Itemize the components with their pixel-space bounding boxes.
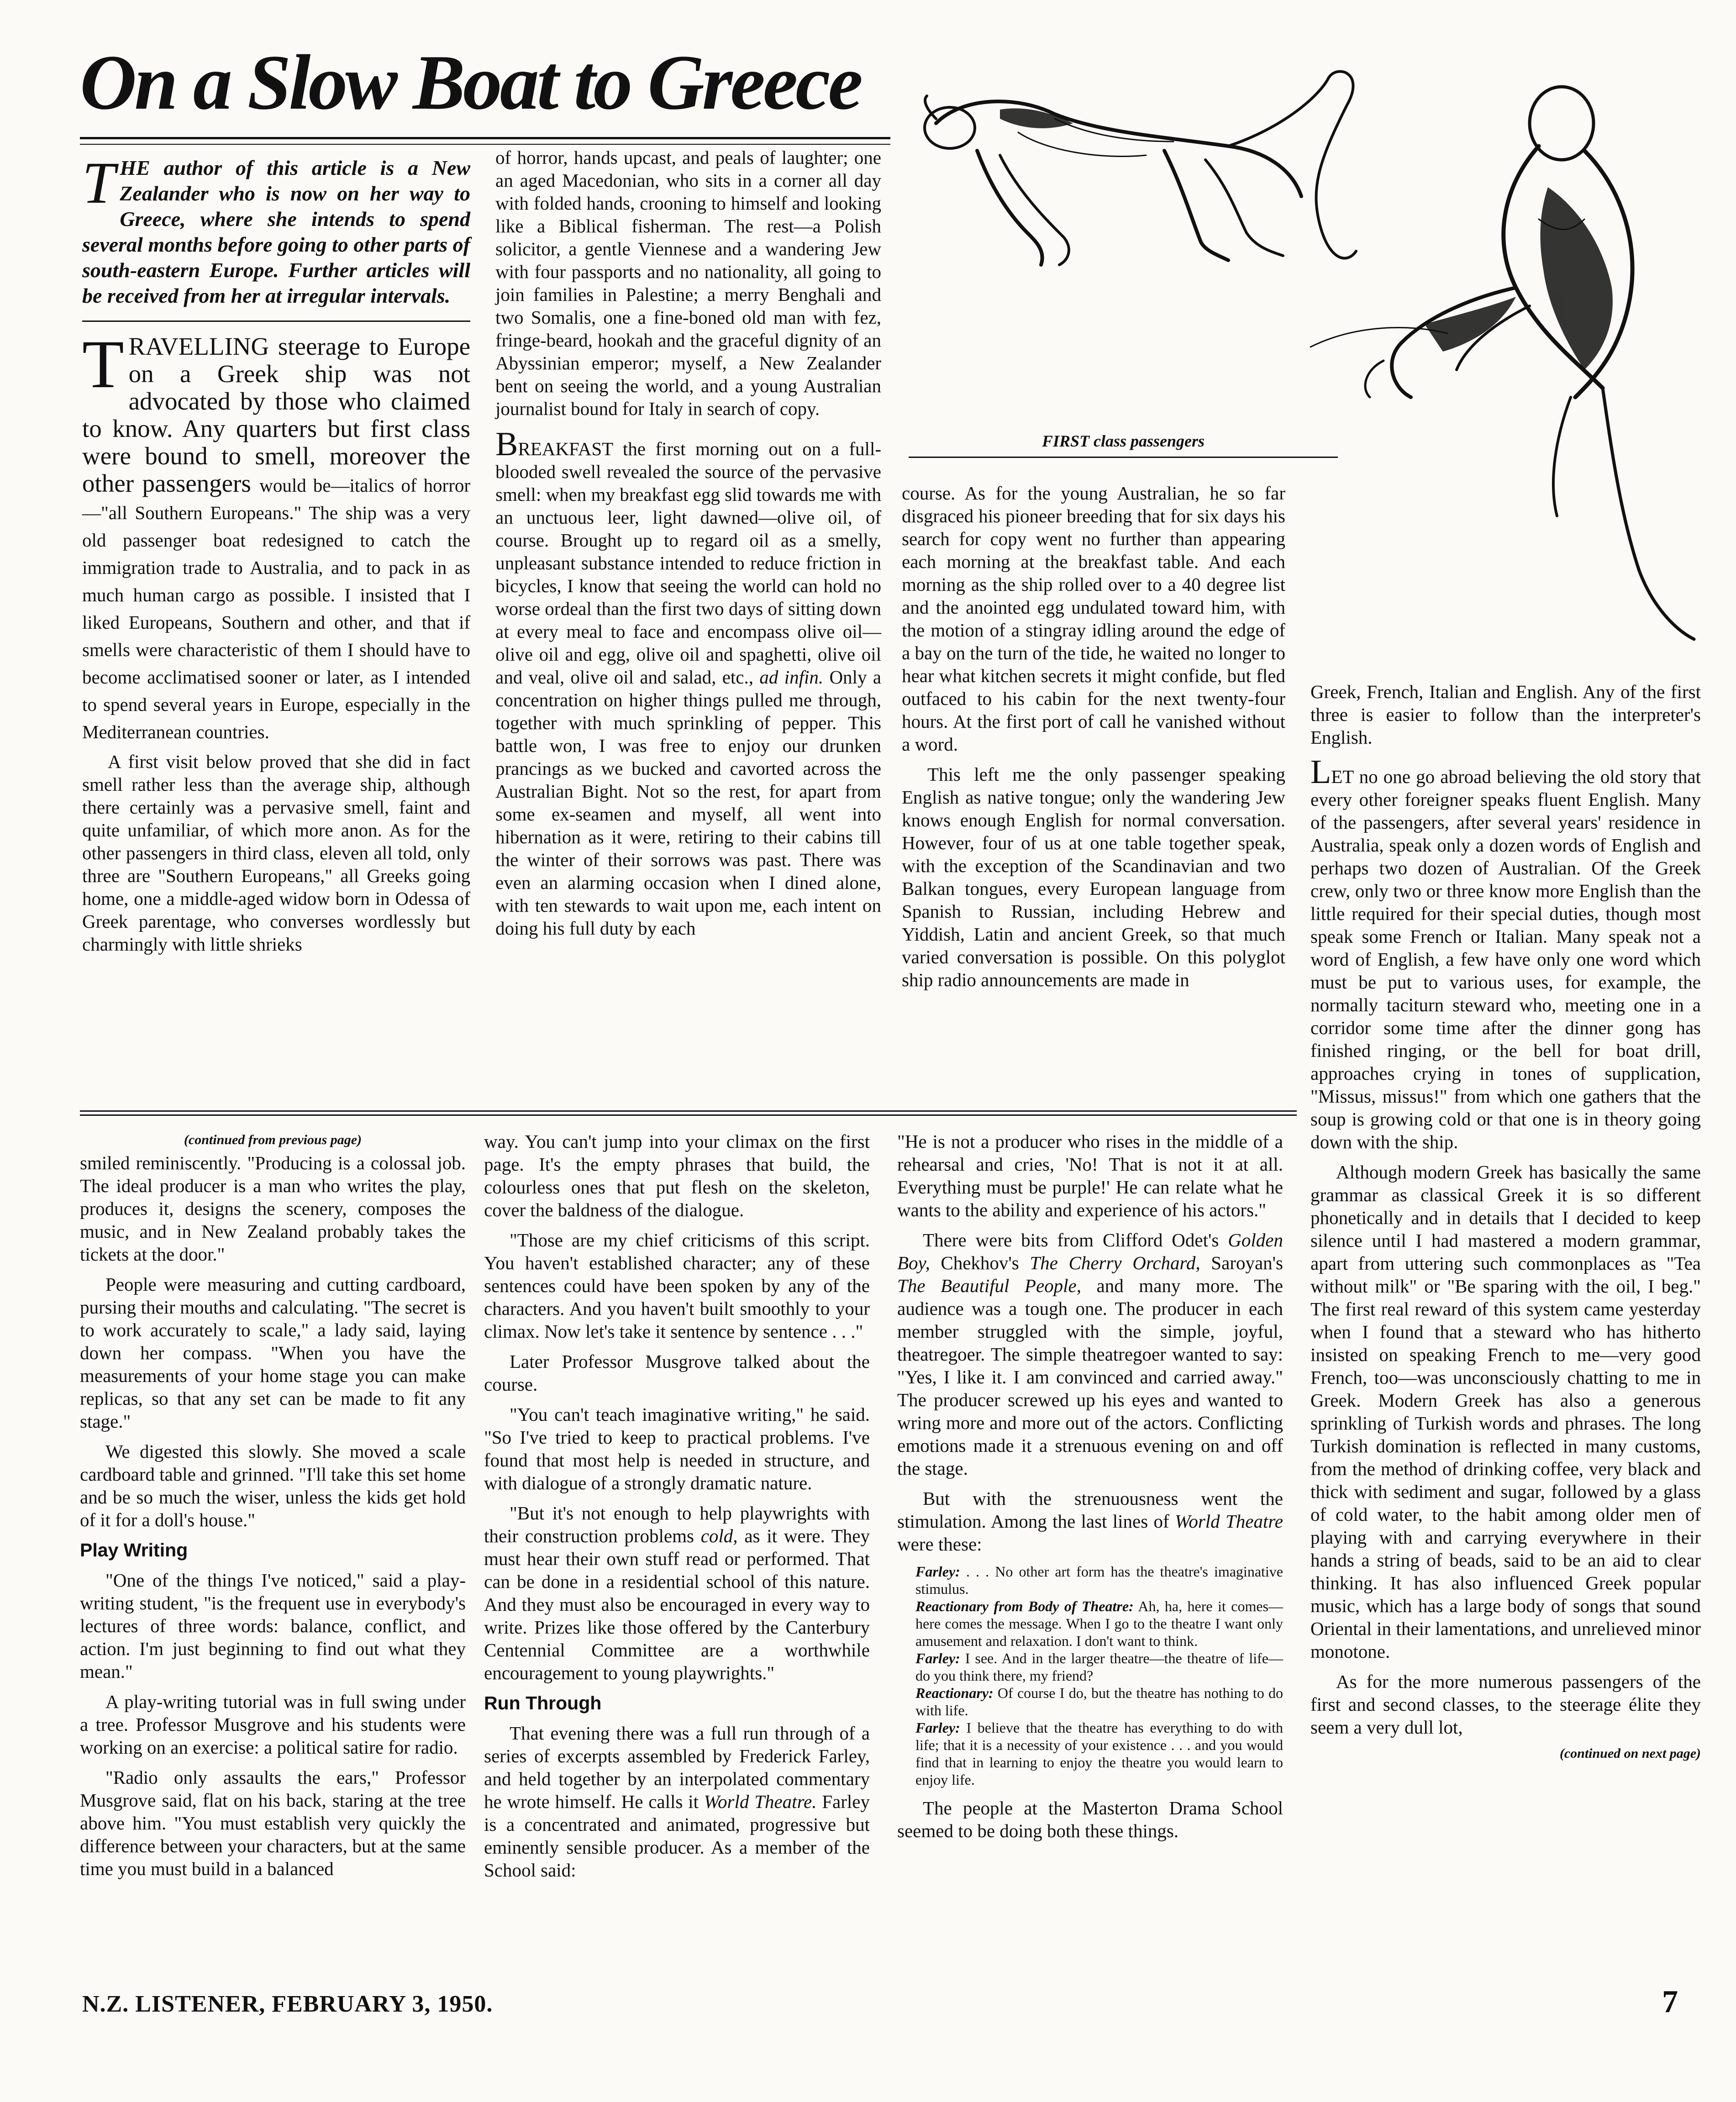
script-speaker: Farley: (915, 1650, 960, 1666)
col4-paragraph-1: Greek, French, Italian and English. Any of the first three is easier to follow than the interpreter's English. (1310, 681, 1701, 748)
lower-c2-p2: "Those are my chief criticisms of this script. You haven't established character; any of these sentences could have been spoken by any of the characters. And you haven't built smoothly to your climax. Now let's take it sentence by sentence . . ." (484, 1230, 870, 1342)
lower-c2-p4: "You can't teach imaginative writing," he said. "So I've tried to keep to practical problems. I've found that most help is needed in structure, and with dialogue of a strongly dramatic nature. (484, 1404, 870, 1493)
script-line (915, 1650, 1283, 1684)
lead-paragraph (82, 326, 470, 744)
lower-c3-p3 (897, 1487, 1283, 1555)
script-line (915, 1598, 1283, 1650)
continued-previous-page: (continued from previous page) (184, 1132, 362, 1147)
lower-c3-p3-b: were these: (897, 1534, 982, 1555)
lower-c3-p2-italic-2: The Cherry Orchard, (1030, 1252, 1200, 1273)
lower-c2-p6-a: That evening there was a full run through of a series of excerpts assembled by Frederick Farley, and held together by an interpolated commentary he wrote himself. He calls it (484, 1723, 870, 1812)
col4-paragraph-4: As for the more numerous passengers of the first and second classes, to the steerage élite they seem a very dull lot, (1310, 1671, 1701, 1738)
headline-rule (80, 137, 890, 145)
headline: On a Slow Boat to Greece (80, 39, 861, 126)
col2-paragraph-1: of horror, hands upcast, and peals of laughter; one an aged Macedonian, who sits in a corner all day with folded hands, crooning to himself and looking like a Biblical fisherman. The rest—a Polish solicitor, a gentle Viennese and a wandering Jew with four passports and no nationality, all going to join families in Palestine; a merry Benghali and two Somalis, one a fine-boned old man with fez, fringe-beard, hookah and the graceful dignity of an Abyssinian emperor; myself, a New Zealander bent on seeing the world, and a young Australian journalist bound for Italy in search of copy. (495, 147, 881, 419)
intro-text: HE author of this article is a New Zealander who is now on her way to Greece, where she intends to spend several months before going to other parts of south-eastern Europe. Further articles will be received from her at irregular intervals. (82, 156, 470, 307)
script-text: Ah, ha, here it comes—here comes the message. When I go to the theatre I want only amusement and relaxation. I don't want to think. (915, 1598, 1284, 1649)
footer-masthead: N.Z. LISTENER, FEBRUARY 3, 1950. (82, 1991, 493, 2017)
col2-paragraph-2 (495, 426, 881, 940)
lower-c2-p1: way. You can't jump into your climax on the first page. It's the empty phrases that build, the colourless ones that put flesh on the skeleton, cover the baldness of the dialogue. (484, 1131, 870, 1220)
lower-c3-p1: "He is not a producer who rises in the middle of a rehearsal and cries, 'No! That is not it at all. Everything must be purple!' He can relate what he wants to the ability and experience of his actors." (897, 1131, 1283, 1220)
subhead-play-writing: Play Writing (80, 1540, 188, 1561)
lower-c1-p4: "One of the things I've noticed," said a play-writing student, "is the frequent use in everybody's lectures of three words: balance, conflict, and action. I'm just beginning to find out what they mean." (80, 1570, 466, 1682)
lower-c1-p6: "Radio only assaults the ears," Professor Musgrove said, flat on his back, staring at the tree above him. "You must establish very quickly the difference between your characters, but at the same time you must build in a balanced (80, 1767, 466, 1879)
illustration-caption: FIRST class passengers (1042, 432, 1205, 450)
lower-c1-p5: A play-writing tutorial was in full swing under a tree. Professor Musgrove and his students were working on an exercise: a political satire for radio. (80, 1691, 466, 1758)
lower-c3-p2-d: and many more. The audience was a tough one. The producer in each member struggled with the simple, joyful, theatregoer. The simple theatregoer wanted to say: "Yes, I like it. I am convinced and carried away." The producer screwed up his eyes and wanted to wring more and more out of the actors. Conflicting emotions made it a strenuous evening on and off the stage. (897, 1275, 1283, 1479)
lower-c3-p2-italic-1: Golden Boy, (897, 1230, 1283, 1273)
lower-column-3 (897, 1130, 1283, 1850)
col3-paragraph-1: course. As for the young Australian, he so far disgraced his pioneer breeding that for six days his search for copy went no further than appearing each morning at the breakfast table. And each morning as the ship rolled over to a 40 degree list and the anointed egg undulated toward him, with the motion of a stingray idling around the edge of a bay on the turn of the tide, he waited no longer to hear what kitchen secrets it might confide, but fled outfaced to his cabin for the next twenty-four hours. At the first port of call he vanished without a word. (902, 483, 1285, 755)
lower-c3-p2-b: Chekhov's (930, 1252, 1030, 1273)
page-number: 7 (1662, 1984, 1678, 2019)
script-line (915, 1563, 1283, 1598)
column-1 (82, 150, 470, 963)
col2-p2-italic: ad infin. (759, 667, 824, 688)
lead-rest-text: would be—italics of horror—"all Southern Europeans." The ship was a very old passenger boat redesigned to catch the immigration trade to Australia, and to pack in as much human cargo as possible. I insisted that I liked Europeans, Southern and other, and that if smells were characteristic of them I should have to become acclimatised sooner or later, as I intended to spend several years in Europe, especially in the Mediterranean countries. (82, 475, 470, 742)
script-text: I believe that the theatre has everything to do with life; that it is a necessity of your existence . . . and you would find that in learning to enjoy the theatre you would learn to enjoy life. (915, 1719, 1284, 1788)
lower-c2-p5-a: "But it's not enough to help playwrights with their construction problems (484, 1503, 870, 1546)
script-speaker: Farley: (915, 1719, 960, 1736)
col2-p2-text: REAKFAST the first morning out on a full-blooded swell revealed the source of the pervasive smell: when my breakfast egg slid towards me with an unctuous leer, light dawned—olive oil, of course. Brought up to regard oil as a smelly, unpleasant substance intended to reduce friction in bicycles, I know that seeing the world can hold no worse ordeal than the first two days of sitting down at every meal to face and encompass olive oil—olive oil and egg, olive oil and spaghetti, olive oil and veal, olive oil and salad, etc., (495, 438, 881, 688)
lower-c3-p2-a: There were bits from Clifford Odet's (923, 1230, 1228, 1251)
col4-paragraph-2 (1310, 753, 1701, 1153)
script-text: I see. And in the larger theatre—the theatre of life—do you think there, my friend? (915, 1650, 1284, 1684)
script-speaker: Reactionary from Body of Theatre: (915, 1598, 1134, 1614)
script-line (915, 1719, 1283, 1788)
script-speaker: Farley: (915, 1563, 960, 1580)
lower-c1-p1: smiled reminiscently. "Producing is a colossal job. The ideal producer is a man who writes the play, produces it, designs the scenery, composes the music, and in New Zealand probably takes the tickets at the door." (80, 1152, 466, 1265)
col2-p2-end: Only a concentration on higher things pulled me through, together with much sprinkling of pepper. This battle won, I was free to enjoy our drunken prancings as we bucked and cavorted across the Australian Bight. Not so the rest, for apart from some ex-seamen and myself, all went into hibernation as it were, retiring to their cabins till the winter of their sorrows was past. There was even an alarming occasion when I dined alone, with ten stewards to wait upon me, each intent on doing his full duty by each (495, 667, 881, 939)
subhead-run-through: Run Through (484, 1692, 602, 1713)
caption-rule (909, 457, 1338, 458)
column-2 (495, 146, 881, 947)
script-speaker: Reactionary: (915, 1685, 994, 1701)
lower-c3-p2 (897, 1229, 1283, 1480)
lower-c3-p3-a: But with the strenuousness went the stimulation. Among the last lines of (897, 1488, 1283, 1532)
column-3 (902, 482, 1285, 998)
intro-rule (82, 321, 470, 322)
lower-c3-p2-italic-3: The Beautiful People, (897, 1275, 1081, 1296)
lower-section-divider (80, 1110, 1297, 1116)
col1-paragraph-2: A first visit below proved that she did in fact smell rather less than the average ship, although there certainly was a pervasive smell, faint and quite unfamiliar, of which more anon. As for the other passengers in third class, eleven all told, only three are "Southern Europeans," all Greeks going home, one a middle-aged widow born in Odessa of Greek parentage, who converses wordlessly but charmingly with little shrieks (82, 751, 470, 955)
script-line (915, 1684, 1283, 1719)
lower-c2-p6-italic: World Theatre. (704, 1791, 817, 1812)
col4-p2-text: ET no one go abroad believing the old story that every other foreigner speaks fluent English. Many of the passengers, after several years' residence in Australia, speak only a dozen words of English and perhaps two dozen of Australian. Of the Greek crew, only two or three know more English than the little required for their special duties, though most speak some French or Italian. Many speak not a word of English, a few have only one word which must be put to various uses, for example, the normally taciturn steward who, meeting one in a corridor some time after the dinner gong has finished ringing, or the bell for boat drill, approaches crying in tones of supplication, "Missus, missus!" from which one gathers that the soup is growing cold or that one is in theory going down with the ship. (1310, 766, 1701, 1152)
script-text: . . . No other art form has the theatre's imaginative stimulus. (915, 1563, 1284, 1597)
lower-c2-p6-b: Farley is a concentrated and animated, progressive but eminently sensible producer. As a member of the School said: (484, 1791, 870, 1881)
lower-c1-p2: People were measuring and cutting cardboard, pursing their mouths and calculating. "The secret is to work accurately to scale," a lady said, laying down her compass. "When you have the measurements of your home stage you can make replicas, so that any set can be made to fit any stage." (80, 1274, 466, 1432)
lower-c3-p4: The people at the Masterton Drama School seemed to be doing both these things. (897, 1797, 1283, 1841)
col4-paragraph-3: Although modern Greek has basically the same grammar as classical Greek it is so different phonetically and in details that I decided to keep silence until I had mastered a modern grammar, apart from uttering such commonplaces as "Tea without milk" or "Be sparing with the oil, I beg." The first real reward of this system came yesterday when I found that a steward who has hitherto insisted on speaking French to me—very good French, too—was unconsciously chatting to me in Greek. Modern Greek has also a generous sprinkling of Turkish words and phrases. The long Turkish domination is reflected in many customs, from the method of drinking coffee, very black and thick with sediment and sugar, followed by a glass of cold water, to the habit among older men of playing with and carrying everywhere in their hands a string of beads, said to be an aid to clear thinking. It has also influenced Greek popular music, which has a large body of songs that sound Oriental in their lamentations, and unrelieved minor monotone. (1310, 1161, 1701, 1662)
lower-c1-p3: We digested this slowly. She moved a scale cardboard table and grinned. "I'll take this set home and be so much the wiser, unless the kids get hold of it for a doll's house." (80, 1441, 466, 1530)
lower-c2-p5 (484, 1502, 870, 1684)
continued-next-page: (continued on next page) (1559, 1746, 1701, 1761)
lead-drop-cap: T (82, 326, 124, 402)
lower-column-1 (80, 1132, 466, 1887)
lead-big-text: RAVELLING steerage to Europe on a Greek ship was not advocated by those who claimed to know. Any quarters but first class were bound to smell, moreover the other passengers (82, 332, 470, 497)
intro-paragraph (82, 150, 470, 309)
lower-c2-p5-italic: cold, (700, 1525, 738, 1546)
lower-c2-p6 (484, 1722, 870, 1881)
col2-drop-cap: B (495, 426, 518, 463)
lower-c3-p3-italic: World Theatre (1174, 1511, 1284, 1532)
lower-column-2 (484, 1130, 870, 1889)
script-excerpt (915, 1563, 1283, 1788)
column-4 (1310, 680, 1701, 1765)
lower-c2-p3: Later Professor Musgrove talked about the course. (484, 1351, 870, 1395)
script-text: Of course I do, but the theatre has nothing to do with life. (915, 1685, 1284, 1718)
intro-drop-cap: T (82, 150, 116, 216)
lower-c3-p2-c: Saroyan's (1200, 1252, 1284, 1273)
col3-paragraph-2: This left me the only passenger speaking English as native tongue; only the wandering Jew knows enough English for normal conversation. However, four of us at one table together speak, with the exception of the Scandinavian and two Balkan tongues, every European language from Spanish to Russian, including Hebrew and Yiddish, Latin and ancient Greek, so that much varied conversation is possible. On this polyglot ship radio announcements are made in (902, 764, 1285, 990)
col4-drop-cap: L (1310, 753, 1331, 791)
lower-c2-p5-b: as it were. They must hear their own stuff read or performed. That can be done in a residential school of this nature. And they must also be encouraged in every way to write. Prizes like those offered by the Canterbury Centennial Committee are a worthwhile encouragement to young playwrights." (484, 1525, 870, 1683)
